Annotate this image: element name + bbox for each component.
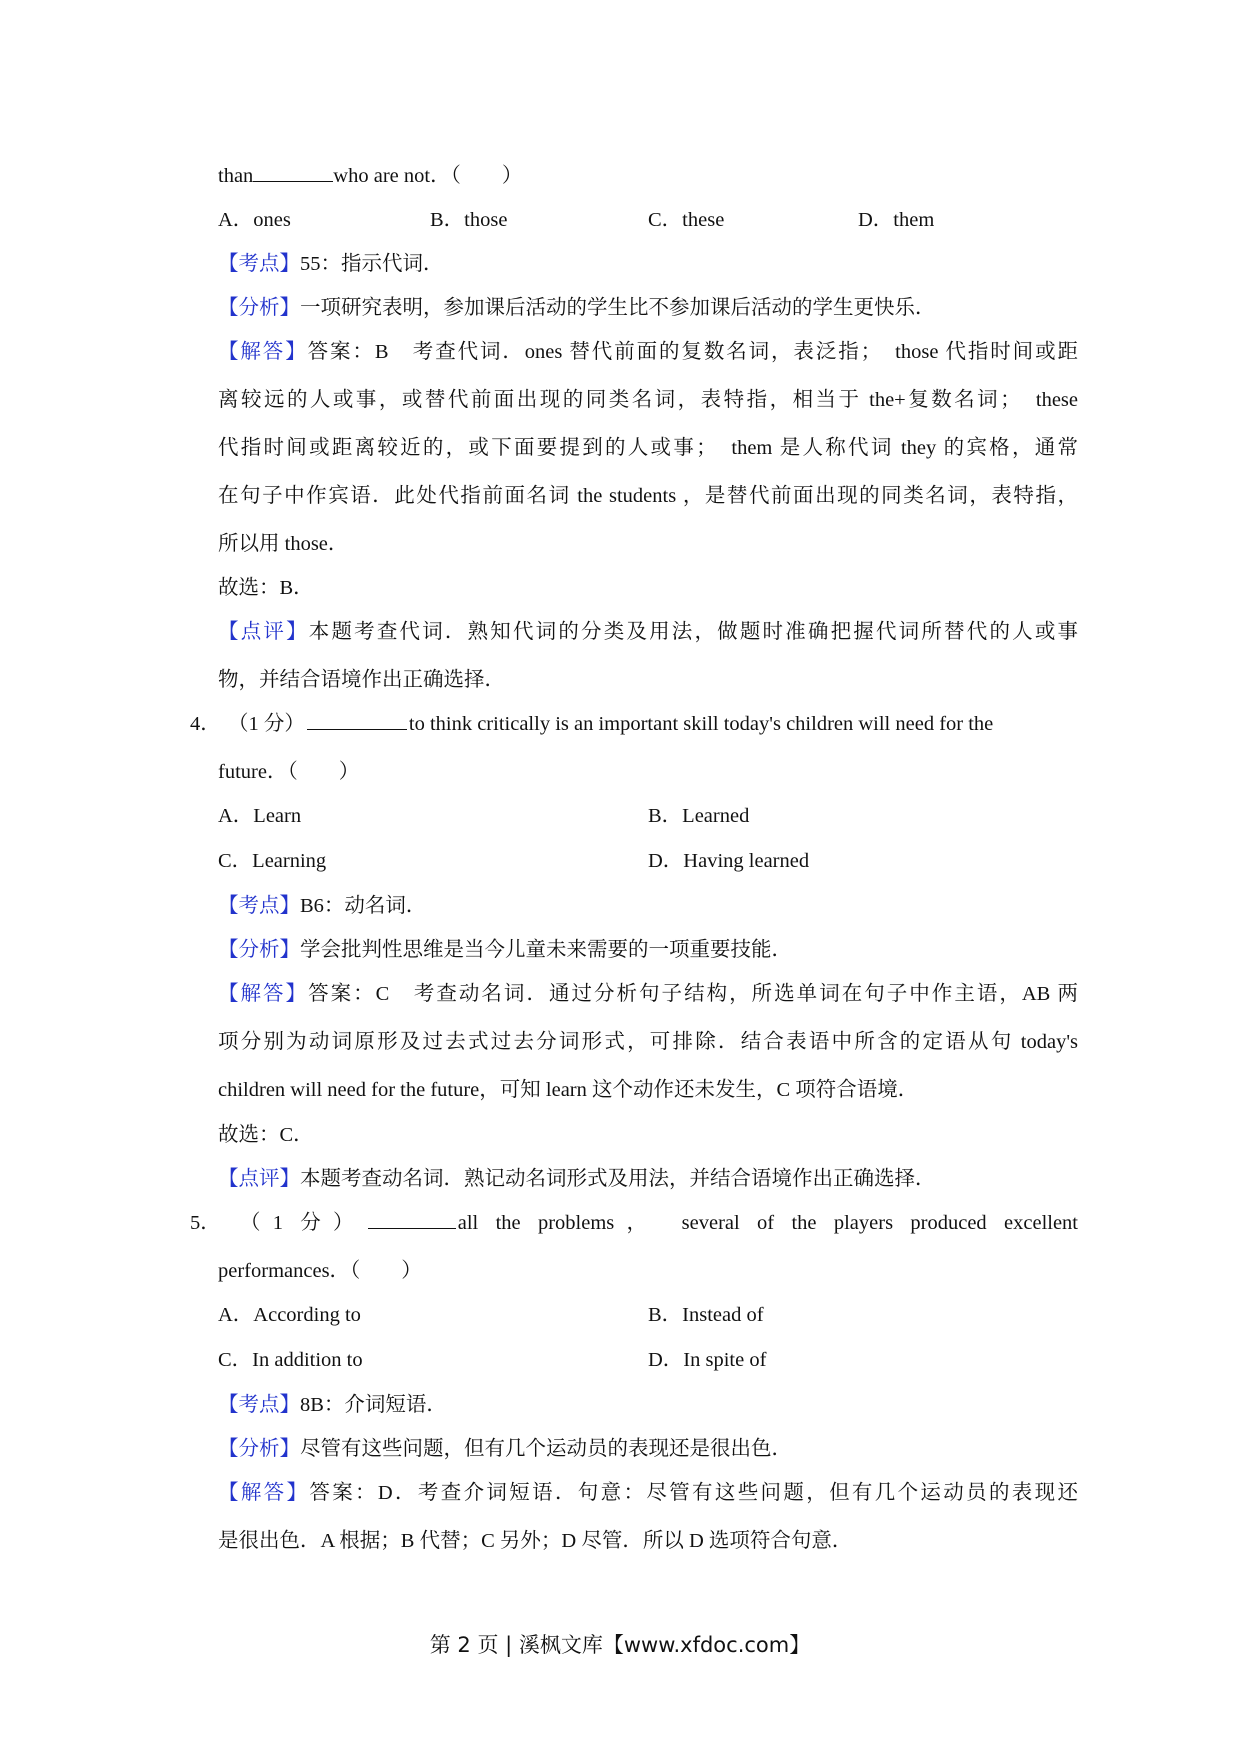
q5-stem-post: all the problems， several of the players produced excellent [457, 1212, 1079, 1234]
q4-jieda-line-2: 项分别为动词原形及过去式过去分词形式，可排除．结合表语中所含的定语从句 today's [218, 1031, 1078, 1053]
q4-jieda-line-1 [218, 980, 1078, 1008]
q3-kaodian-text: 55：指示代词． [300, 253, 444, 275]
q5-jieda-line-2: 是很出色．A 根据；B 代替；C 另外；D 尽管．所以 D 选项符合句意． [218, 1530, 853, 1552]
q4-number: 4． [190, 713, 221, 735]
q5-jieda-text-1: 答案：D．考查介词短语．句意：尽管有这些问题，但有几个运动员的表现还 [309, 1482, 1078, 1504]
q3-blank [253, 163, 333, 182]
q3-dianping-line-1 [218, 618, 1078, 646]
q4-option-c: C．Learning [218, 850, 327, 872]
q4-stem-line-1 [228, 710, 1078, 738]
q3-jieda-line-2: 离较远的人或事，或替代前面出现的同类名词，表特指，相当于 the+复数名词； these [218, 389, 1078, 411]
q3-fenxi-text: 一项研究表明，参加课后活动的学生比不参加课后活动的学生更快乐． [300, 297, 936, 319]
q4-option-a: A．Learn [218, 805, 302, 827]
q5-blank [368, 1210, 456, 1229]
q4-fenxi-text: 学会批判性思维是当今儿童未来需要的一项重要技能． [300, 939, 792, 961]
q3-jieda-line-4: 在句子中作宾语．此处代指前面名词 the students ，是替代前面出现的同类名词，表特指， [218, 485, 1078, 507]
jieda-tag: 【解答】 [218, 1482, 310, 1504]
q3-jieda-line-1 [218, 338, 1078, 366]
q3-option-d: D．them [858, 209, 935, 231]
dianping-tag: 【点评】 [218, 1168, 300, 1190]
q3-stem-line [218, 162, 1078, 190]
q3-jieda-line-3: 代指时间或距离较近的，或下面要提到的人或事； them 是人称代词 they 的宾格，通常 [218, 437, 1078, 459]
q3-fenxi [218, 294, 1078, 322]
kaodian-tag: 【考点】 [218, 253, 300, 275]
q5-fenxi [218, 1435, 1078, 1463]
q3-kaodian [218, 250, 1078, 278]
page-footer: 第 2 页 | 溪枫文库【www.xfdoc.com】 [429, 1633, 811, 1657]
q5-number: 5． [190, 1212, 221, 1234]
q3-guxuan: 故选：B． [218, 577, 314, 599]
q4-kaodian [218, 892, 1078, 920]
q4-jieda-line-3: children will need for the future，可知 learn 这个动作还未发生，C 项符合语境． [218, 1079, 919, 1101]
jieda-tag: 【解答】 [218, 983, 309, 1005]
q4-score: （1 分） [228, 713, 305, 735]
q4-dianping [218, 1165, 1078, 1193]
q4-kaodian-text: B6：动名词． [300, 895, 427, 917]
q5-fenxi-text: 尽管有这些问题，但有几个运动员的表现还是很出色． [300, 1438, 792, 1460]
kaodian-tag: 【考点】 [218, 895, 300, 917]
q5-option-a: A．According to [218, 1304, 361, 1326]
q5-stem-line-2: performances．（ ） [218, 1260, 422, 1282]
q4-stem-line-2: future．（ ） [218, 761, 360, 783]
q4-fenxi [218, 936, 1078, 964]
q5-option-d: D．In spite of [648, 1349, 767, 1371]
q4-jieda-text-1: 答案：C 考查动名词．通过分析句子结构，所选单词在句子中作主语，AB 两 [308, 983, 1078, 1005]
q5-kaodian-text: 8B：介词短语． [300, 1394, 447, 1416]
fenxi-tag: 【分析】 [218, 297, 300, 319]
q5-kaodian [218, 1391, 1078, 1419]
fenxi-tag: 【分析】 [218, 939, 300, 961]
q3-option-a: A．ones [218, 209, 291, 231]
dianping-tag: 【点评】 [218, 621, 309, 643]
q4-option-d: D．Having learned [648, 850, 810, 872]
fenxi-tag: 【分析】 [218, 1438, 300, 1460]
q3-option-c: C．these [648, 209, 725, 231]
q4-stem-post: to think critically is an important skill today's children will need for the [408, 713, 994, 735]
q3-jieda-text-1: 答案：B 考查代词．ones 替代前面的复数名词，表泛指； those 代指时间或距 [307, 341, 1078, 363]
q3-dianping-line-2: 物，并结合语境作出正确选择． [218, 669, 505, 691]
jieda-tag: 【解答】 [218, 341, 308, 363]
kaodian-tag: 【考点】 [218, 1394, 300, 1416]
q4-dianping-text: 本题考查动名词．熟记动名词形式及用法，并结合语境作出正确选择． [300, 1168, 936, 1190]
q3-option-b: B．those [430, 209, 508, 231]
q3-stem-pre: than [218, 165, 254, 187]
q4-option-b: B．Learned [648, 805, 750, 827]
q5-stem-line-1 [240, 1209, 1078, 1237]
q5-option-c: C．In addition to [218, 1349, 363, 1371]
q3-jieda-line-5: 所以用 those． [218, 533, 349, 555]
q3-stem-post: who are not．（ ） [333, 165, 523, 187]
q5-score: （1 分） [240, 1212, 366, 1234]
q4-guxuan: 故选：C． [218, 1124, 314, 1146]
q5-jieda-line-1 [218, 1479, 1078, 1507]
q4-blank [307, 711, 407, 730]
q5-option-b: B．Instead of [648, 1304, 764, 1326]
q3-dianping-text-1: 本题考查代词．熟知代词的分类及用法，做题时准确把握代词所替代的人或事 [308, 621, 1079, 643]
